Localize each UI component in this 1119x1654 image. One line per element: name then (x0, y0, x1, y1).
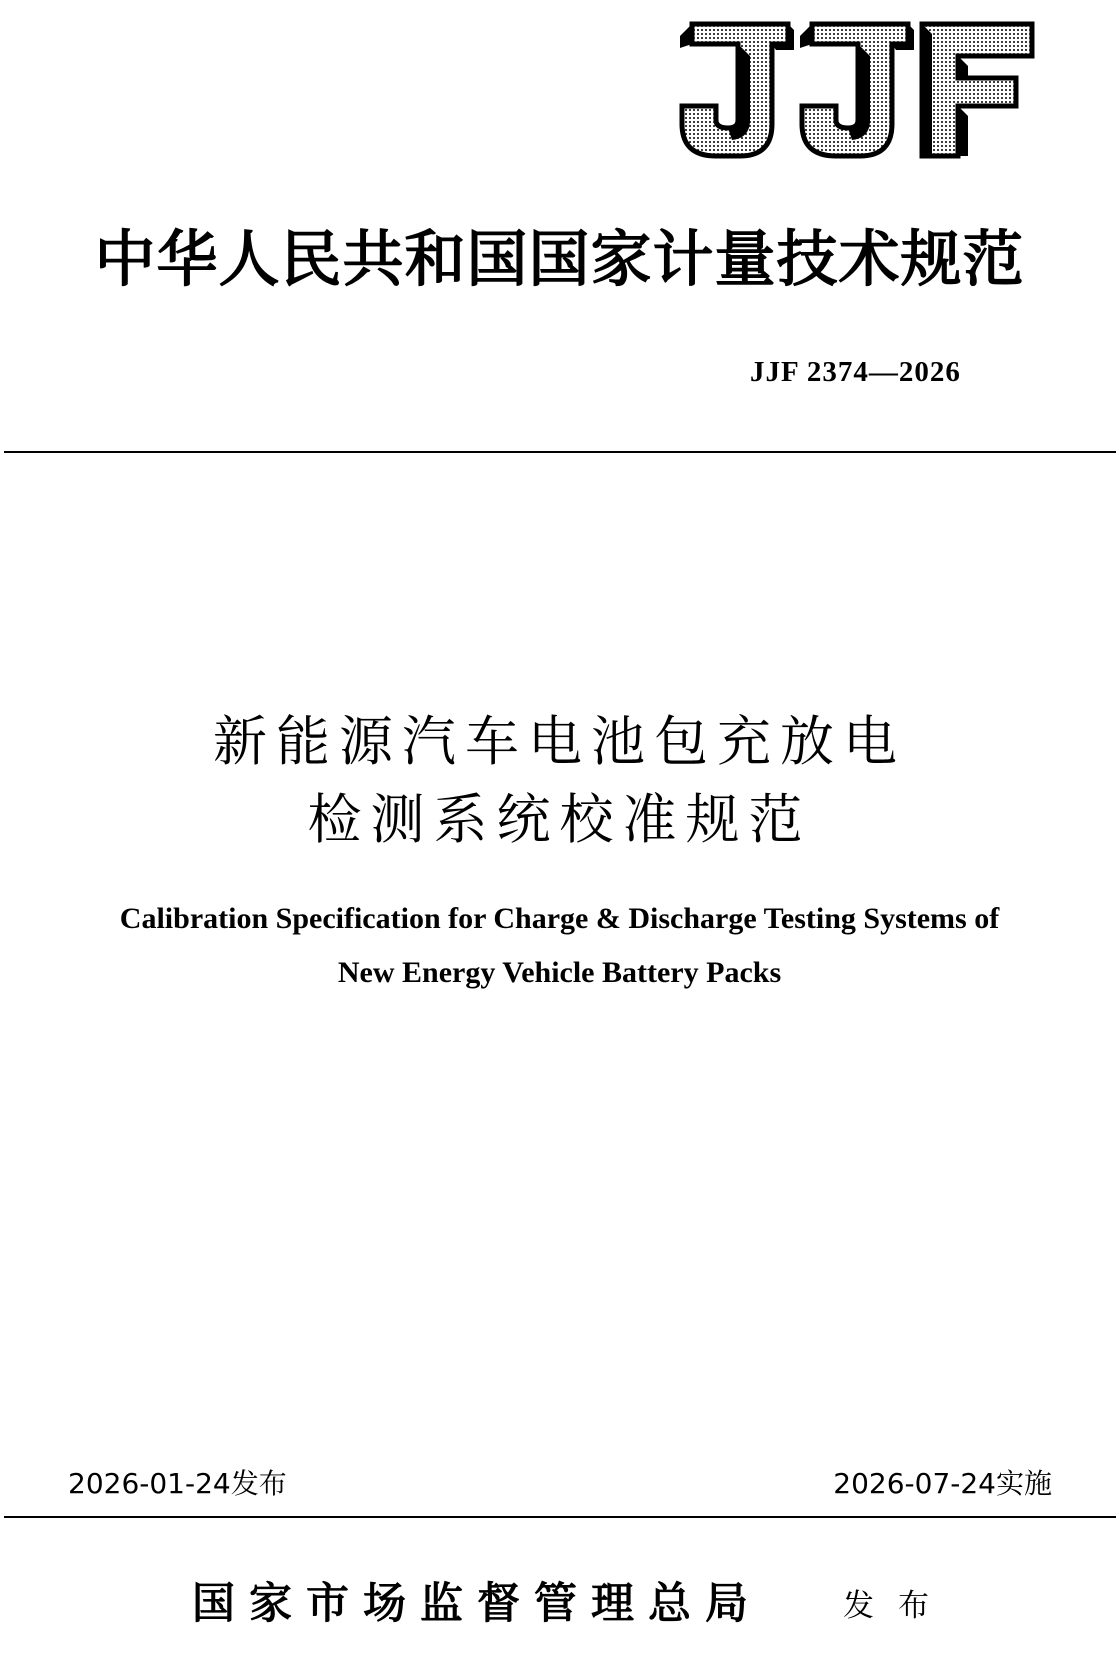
implementation-date: 2026-07-24实施 (833, 1467, 1052, 1500)
english-title-line-2: New Energy Vehicle Battery Packs (337, 956, 782, 989)
publish-label: 发布 (843, 1588, 953, 1624)
bottom-divider (4, 1516, 1116, 1518)
chinese-title-line-2: 检测系统校准规范 (307, 788, 812, 851)
jjf-logo-icon (676, 20, 1036, 162)
english-title-line-1: Calibration Specification for Charge & Discharge Testing Systems of (119, 902, 1000, 935)
logo-letter-j2 (800, 24, 914, 156)
jjf-logo (676, 20, 1036, 162)
logo-letter-f (922, 24, 1032, 156)
national-spec-heading: 中华人民共和国国家计量技术规范 (94, 224, 1025, 295)
issue-date: 2026-01-24发布 (68, 1467, 287, 1500)
chinese-title-line-1: 新能源汽车电池包充放电 (213, 710, 906, 773)
standard-number: JJF 2374—2026 (750, 356, 961, 388)
top-divider (4, 451, 1116, 453)
publisher-name: 国家市场监督管理总局 (192, 1579, 762, 1629)
logo-letter-j1 (680, 24, 794, 156)
